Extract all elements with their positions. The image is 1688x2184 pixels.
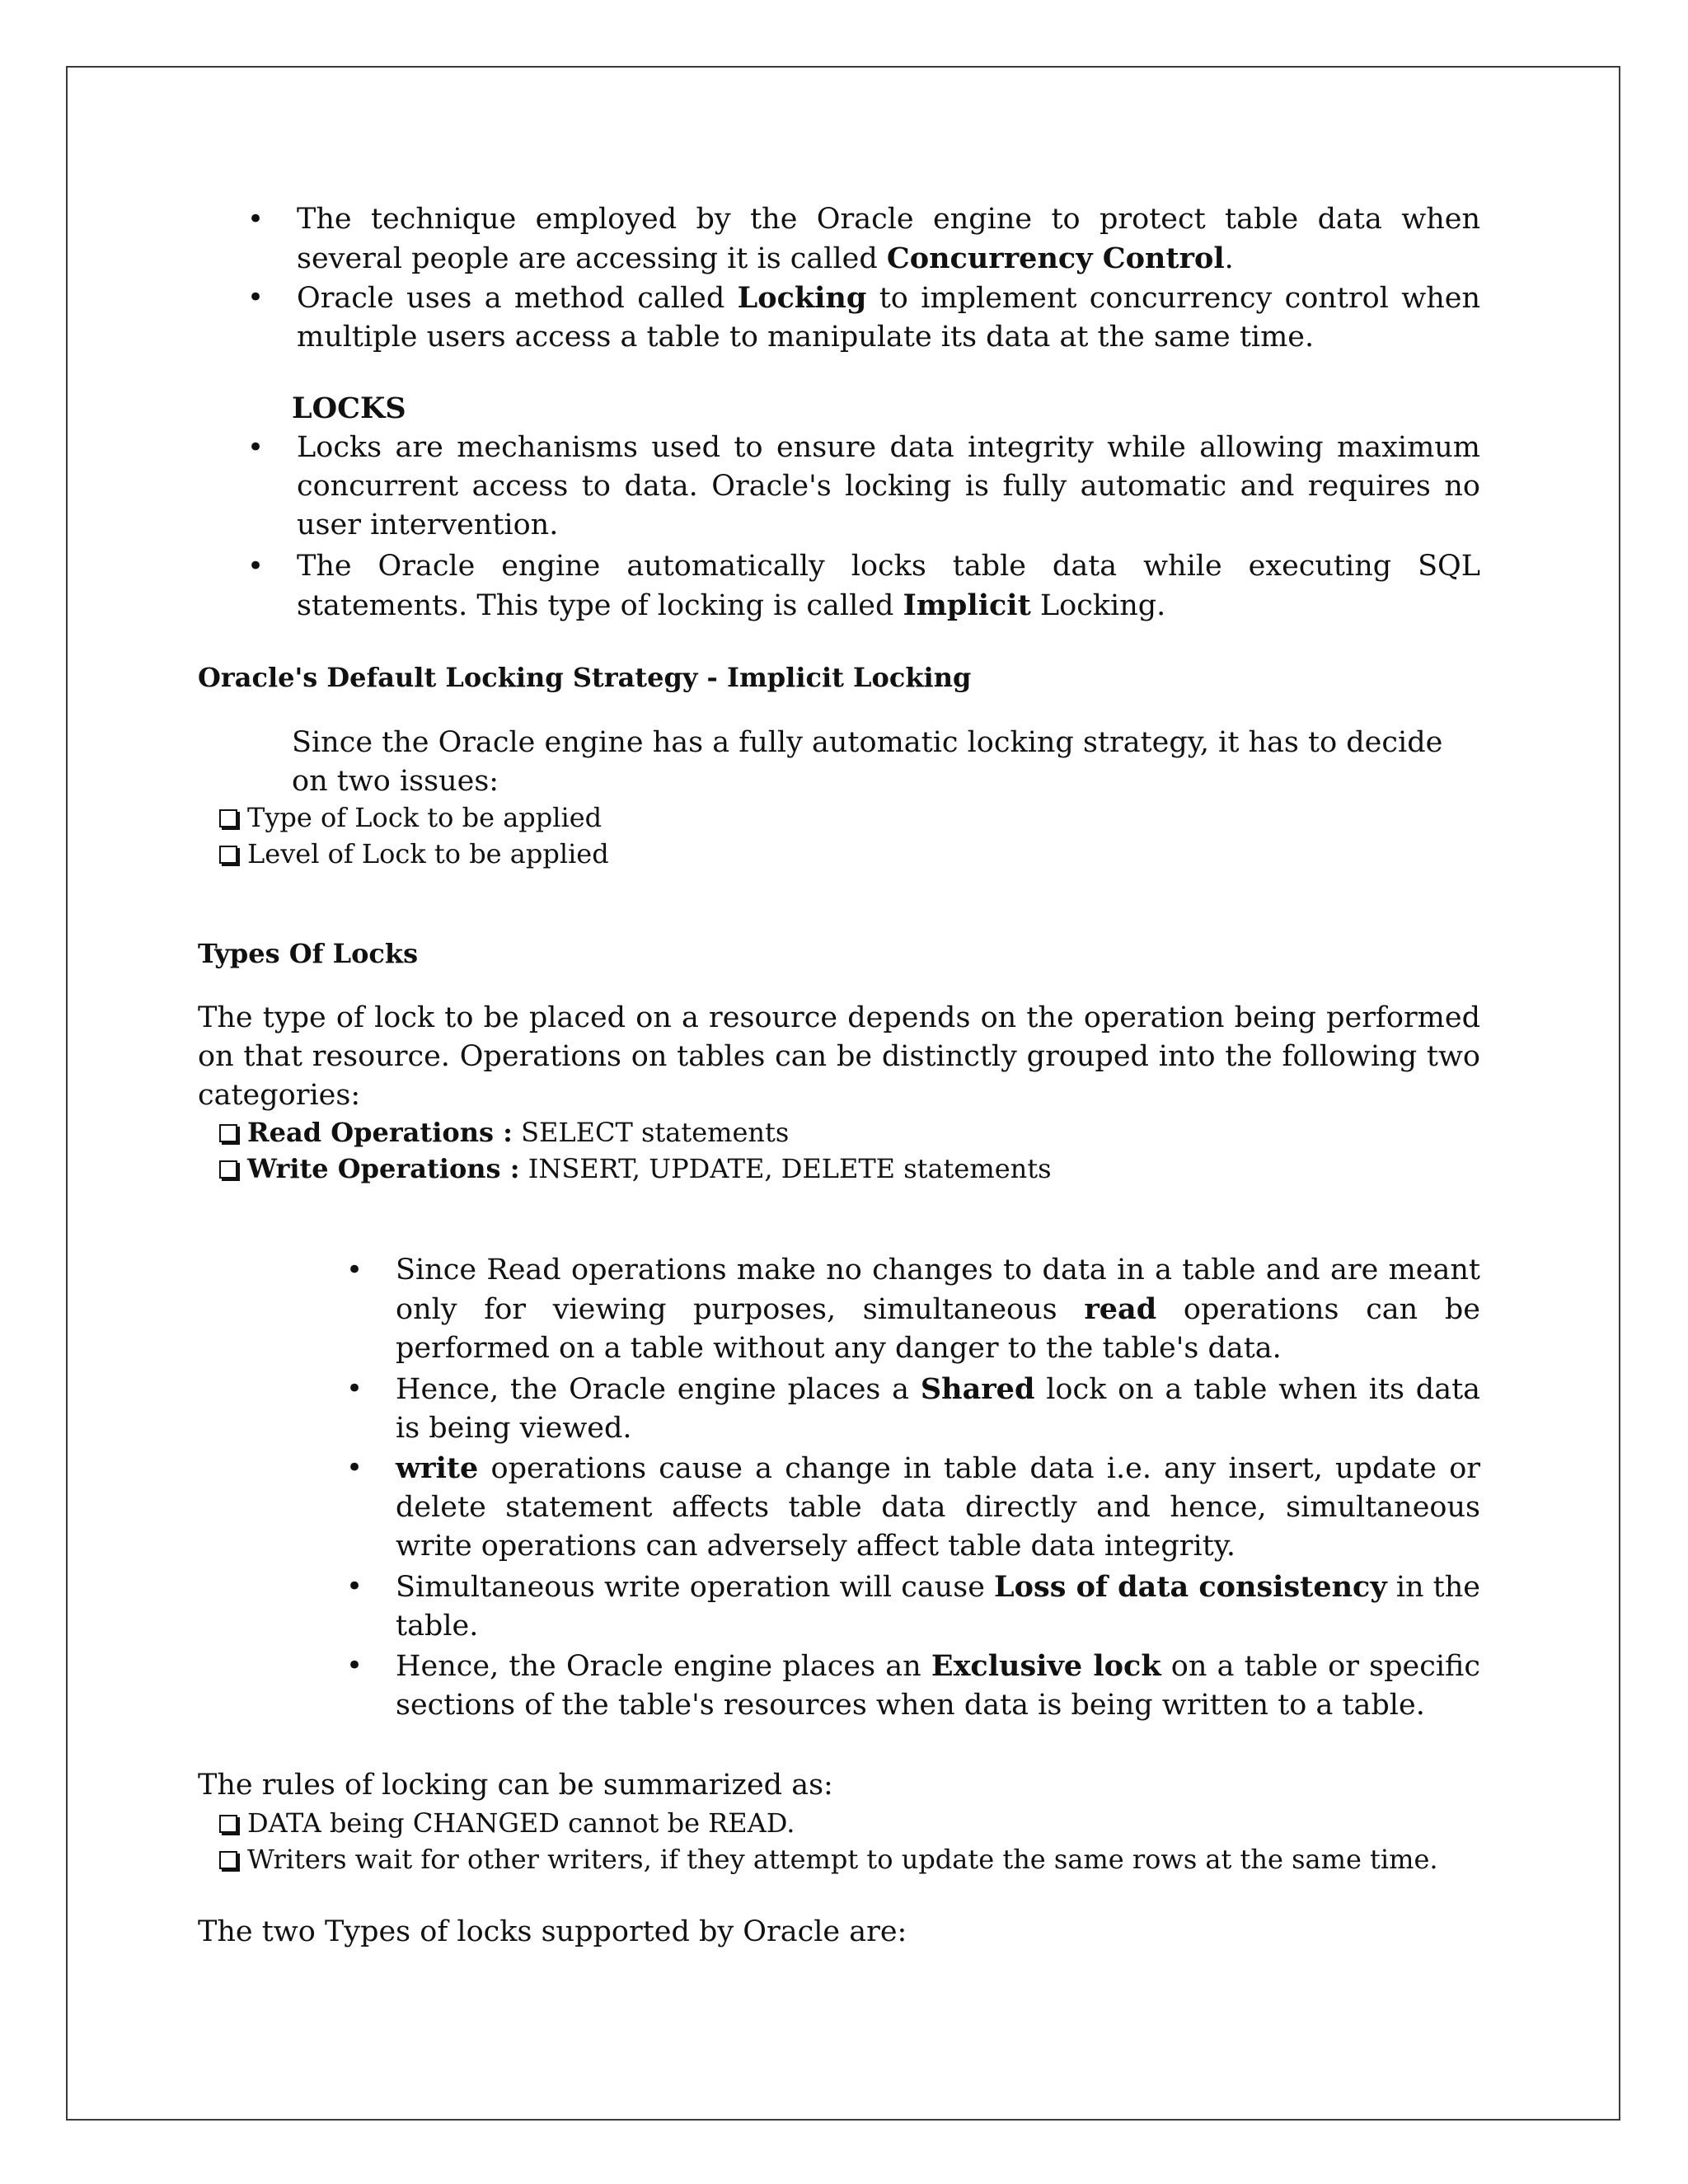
strategy-item: Type of Lock to be applied: [219, 799, 602, 836]
bullet-icon: •: [247, 550, 265, 583]
checkbox-icon: [219, 1815, 237, 1833]
rules-intro: The rules of locking can be summarized as:: [198, 1769, 833, 1802]
write-operations-item: Write Operations : INSERT, UPDATE, DELETE statements: [219, 1151, 1052, 1187]
bullet-icon: •: [346, 1451, 363, 1484]
default-strategy-paragraph: Since the Oracle engine has a fully automatic locking strategy, it has to decide on two issues:: [292, 726, 1443, 798]
ops-bullet-4: Simultaneous write operation will cause Loss of data consistency in the table.: [396, 1570, 1480, 1643]
rule-item: DATA being CHANGED cannot be READ.: [219, 1805, 795, 1841]
ops-bullet-2: Hence, the Oracle engine places a Shared lock on a table when its data is being viewed.: [396, 1372, 1480, 1445]
types-heading: Types Of Locks: [198, 938, 419, 969]
ops-bullet-1: Since Read operations make no changes to data in a table and are meant only for viewing purposes, simultaneous read operations can be performed on a table without any danger to the table's data.: [396, 1254, 1481, 1365]
ops-bullet-5: Hence, the Oracle engine places an Exclusive lock on a table or specific sections of the table's resources when data is being written to a table.: [396, 1649, 1480, 1722]
strategy-item: Level of Lock to be applied: [219, 836, 609, 872]
types-paragraph: The type of lock to be placed on a resource depends on the operation being performed on that resource. Operations on tables can be distinctly grouped into the following two categories:: [198, 1001, 1480, 1112]
rule-item: Writers wait for other writers, if they attempt to update the same rows at the same time.: [219, 1841, 1438, 1877]
ops-bullet-3: write operations cause a change in table data i.e. any insert, update or delete statement affects table data directly and hence, simultaneous write operations can adversely affect table data integrity.: [396, 1451, 1480, 1563]
read-operations-item: Read Operations : SELECT statements: [219, 1114, 789, 1151]
bullet-icon: •: [346, 1254, 363, 1286]
checkbox-icon: [219, 1851, 237, 1869]
intro-bullet-2: Oracle uses a method called Locking to implement concurrency control when multiple users access a table to manipulate its data at the same time.: [297, 281, 1480, 354]
locks-bullet-1: Locks are mechanisms used to ensure data integrity while allowing maximum concurrent access to data. Oracle's locking is fully automatic and requires no user intervention.: [297, 431, 1480, 541]
default-strategy-heading: Oracle's Default Locking Strategy - Implicit Locking: [198, 662, 972, 693]
closing-line: The two Types of locks supported by Oracle are:: [198, 1915, 907, 1948]
bullet-icon: •: [247, 203, 265, 236]
bullet-icon: •: [346, 1649, 363, 1682]
checkbox-icon: [219, 846, 237, 864]
bullet-icon: •: [346, 1570, 363, 1603]
bullet-icon: •: [247, 281, 265, 314]
bullet-icon: •: [247, 431, 265, 464]
intro-bullet-1: The technique employed by the Oracle engine to protect table data when several people are accessing it is called Concurrency Control.: [297, 203, 1480, 275]
checkbox-icon: [219, 1124, 237, 1142]
checkbox-icon: [219, 809, 237, 827]
bullet-icon: •: [346, 1372, 363, 1405]
locks-bullet-2: The Oracle engine automatically locks table data while executing SQL statements. This type of locking is called Implicit Locking.: [297, 550, 1480, 622]
checkbox-icon: [219, 1160, 237, 1179]
locks-heading: LOCKS: [292, 391, 406, 425]
